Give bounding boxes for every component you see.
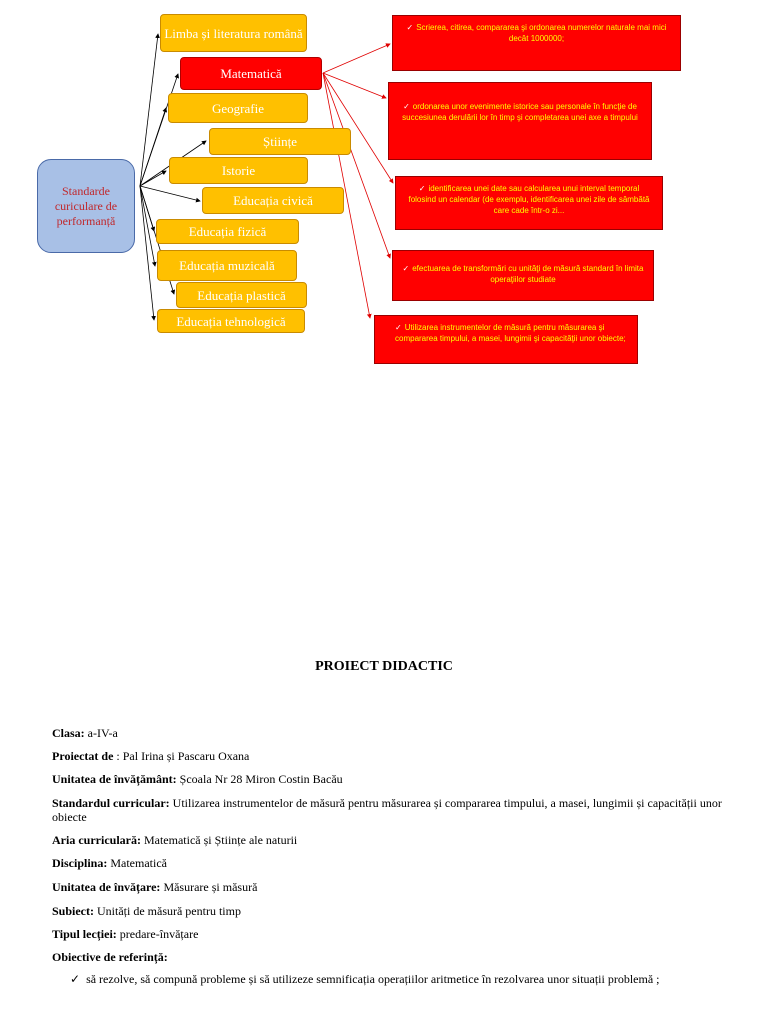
field-label: Subiect: xyxy=(52,904,94,918)
field-value: Matematică xyxy=(107,856,167,870)
subject-node-sciences xyxy=(209,128,351,155)
subject-label: Educația fizică xyxy=(188,224,267,239)
field-value: Utilizarea instrumentelor de măsură pentru măsurarea și compararea timpului, a masei, lungimii și capacității unor obiecte xyxy=(52,796,722,824)
field-label: Proiectat de xyxy=(52,749,114,763)
check-icon: ✓ xyxy=(402,264,410,273)
objective-text: efectuarea de transformări cu unităţi de măsură standard în limita operaţiilor studiate xyxy=(412,264,644,284)
objective-box-5 xyxy=(374,315,638,364)
field-reference-objectives xyxy=(52,950,732,964)
objective-text: identificarea unei date sau calcularea unui interval temporal folosind un calendar (de exemplu, identificarea unei zile de sâmbătă care cade într-o zi... xyxy=(408,184,650,215)
field-school xyxy=(52,772,732,786)
field-value: : Pal Irina și Pascaru Oxana xyxy=(113,749,250,763)
field-value: Școala Nr 28 Miron Costin Bacău xyxy=(176,772,343,786)
subject-label: Științe xyxy=(263,134,297,149)
field-value: predare-învățare xyxy=(116,927,199,941)
subject-label: Educația plastică xyxy=(197,287,286,303)
field-curricular-standard xyxy=(52,796,732,824)
subject-node-romanian xyxy=(160,14,307,52)
subject-node-art xyxy=(176,282,307,308)
subject-node-pe xyxy=(156,219,299,244)
curriculum-diagram xyxy=(0,0,768,380)
subject-label: Educația civică xyxy=(233,193,313,208)
field-label: Disciplina: xyxy=(52,856,108,870)
subject-node-history xyxy=(169,157,308,184)
subject-node-technology xyxy=(157,309,305,333)
field-class xyxy=(52,726,732,740)
field-discipline xyxy=(52,856,732,870)
check-icon: ✓ xyxy=(418,184,426,193)
subject-node-math xyxy=(180,57,322,90)
objective-box-2 xyxy=(388,82,652,160)
field-designed-by xyxy=(52,749,732,763)
objective-box-3 xyxy=(395,176,663,230)
document-title: PROIECT DIDACTIC xyxy=(315,659,453,674)
field-value: Matematică și Științe ale naturii xyxy=(140,833,298,847)
field-value: Unități de măsură pentru timp xyxy=(94,904,241,918)
field-lesson-type xyxy=(52,927,732,941)
objective-text: Scrierea, citirea, compararea şi ordonarea numerelor naturale mai mici decât 1000000; xyxy=(416,23,667,43)
subject-label: Limba și literatura română xyxy=(164,25,303,41)
subject-label: Educația tehnologică xyxy=(176,313,286,329)
field-label: Standardul curricular: xyxy=(52,796,170,810)
field-label: Obiective de referință: xyxy=(52,950,168,964)
field-value: a-IV-a xyxy=(84,726,118,740)
subject-label: Matematică xyxy=(220,66,282,81)
field-label: Tipul lecției: xyxy=(52,927,117,941)
check-icon: ✓ xyxy=(70,972,87,986)
root-label: Standarde curiculare de performanță xyxy=(54,183,118,228)
objective-text: ordonarea unor evenimente istorice sau personale în funcţie de succesiunea derulării lor în timp şi completarea unei axe a timpului xyxy=(402,102,638,122)
field-label: Aria curriculară: xyxy=(52,833,141,847)
objective-box-4 xyxy=(392,250,654,301)
field-learning-unit xyxy=(52,880,732,894)
field-label: Clasa: xyxy=(52,726,85,740)
check-icon: ✓ xyxy=(406,23,414,32)
bullet-text: să rezolve, să compună probleme și să utilizeze semnificația operațiilor aritmetice în rezolvarea unor situații problemă ; xyxy=(86,972,660,986)
objective-bullet xyxy=(70,972,730,987)
field-label: Unitatea de învățământ: xyxy=(52,772,177,786)
objective-box-1 xyxy=(392,15,681,71)
subject-label: Educația muzicală xyxy=(179,258,275,273)
field-subject xyxy=(52,904,732,918)
check-icon: ✓ xyxy=(395,323,402,332)
field-curricular-area xyxy=(52,833,732,847)
subject-label: Geografie xyxy=(212,100,264,116)
subject-node-geography xyxy=(168,93,308,123)
field-value: Măsurare și măsură xyxy=(160,880,258,894)
subject-node-civics xyxy=(202,187,344,214)
objective-text: Utilizarea instrumentelor de măsură pentru măsurarea şi compararea timpului, a masei, lungimii şi capacităţii unor obiecte; xyxy=(395,323,626,343)
subject-label: Istorie xyxy=(221,163,256,178)
root-node-standards xyxy=(37,159,135,253)
field-label: Unitatea de învățare: xyxy=(52,880,161,894)
subject-node-music xyxy=(157,250,297,281)
check-icon: ✓ xyxy=(403,102,410,111)
